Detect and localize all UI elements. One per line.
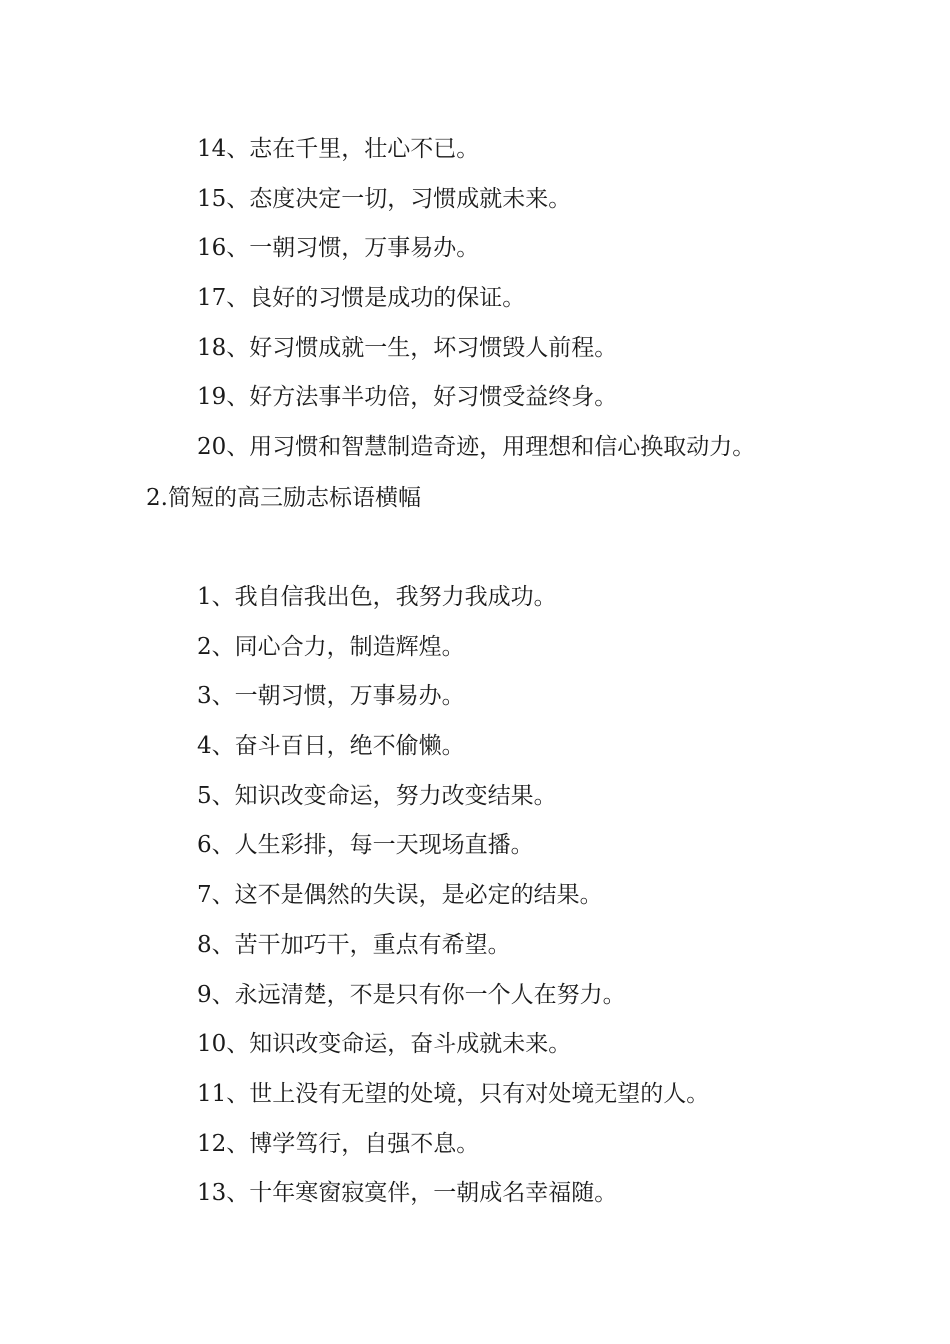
slogan-list-continued (197, 125, 755, 473)
list-item: 17、良好的习惯是成功的保证。 (197, 285, 526, 312)
list-item: 12、博学笃行，自强不息。 (197, 1130, 480, 1157)
list-item: 6、人生彩排，每一天现场直播。 (197, 832, 534, 859)
list-item: 18、好习惯成就一生，坏习惯毁人前程。 (197, 334, 618, 361)
list-item: 1、我自信我出色，我努力我成功。 (197, 584, 557, 610)
list-item: 15、态度决定一切，习惯成就未来。 (197, 185, 572, 212)
list-item: 13、十年寒窗寂寞伴，一朝成名幸福随。 (197, 1180, 618, 1207)
list-item: 4、奋斗百日，绝不偷懒。 (197, 733, 465, 760)
list-item: 16、一朝习惯，万事易办。 (197, 235, 480, 262)
list-item: 14、志在千里，壮心不已。 (197, 136, 480, 162)
list-item: 20、用习惯和智慧制造奇迹，用理想和信心换取动力。 (197, 434, 756, 461)
list-item: 19、好方法事半功倍，好习惯受益终身。 (197, 384, 618, 411)
list-item: 10、知识改变命运，奋斗成就未来。 (197, 1031, 572, 1058)
list-item: 8、苦干加巧干，重点有希望。 (197, 931, 511, 958)
list-item: 7、这不是偶然的失误，是必定的结果。 (197, 882, 603, 909)
list-item: 9、永远清楚，不是只有你一个人在努力。 (197, 981, 626, 1008)
list-item: 2、同心合力，制造辉煌。 (197, 633, 465, 660)
list-item: 11、世上没有无望的处境，只有对处境无望的人。 (197, 1080, 710, 1107)
list-item: 3、一朝习惯，万事易办。 (197, 683, 465, 710)
slogan-list (197, 573, 709, 1219)
list-item: 5、知识改变命运，努力改变结果。 (197, 782, 557, 809)
section-heading: 2.简短的高三励志标语横幅 (146, 485, 421, 511)
